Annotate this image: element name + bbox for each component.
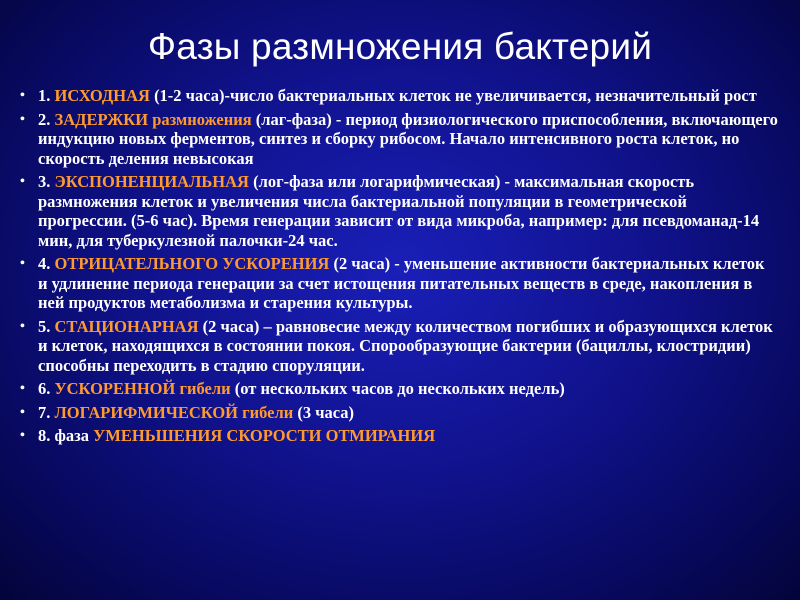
item-description: (лог-фаза или логарифмическая) - максимальная скорость размножения клеток и увеличения числа бактериальной популяции в геометрической прогрессии. (5-6 час). Время генерации зависит от вида микроба, например: для псевдоманад-14 мин, для туберкулезной палочки-24 час. — [38, 172, 760, 250]
phase-name: УМЕНЬШЕНИЯ СКОРОСТИ ОТМИРАНИЯ — [93, 426, 436, 445]
item-prefix: 3. — [38, 172, 55, 191]
bullet-icon: • — [20, 256, 25, 271]
item-prefix: 5. — [38, 316, 55, 336]
bullet-icon: • — [20, 174, 25, 189]
phase-name: ИСХОДНАЯ — [54, 86, 150, 105]
phase-name: ОТРИЦАТЕЛЬНОГО УСКОРЕНИЯ — [54, 254, 330, 273]
phase-name: ЛОГАРИФМИЧЕСКОЙ гибели — [54, 402, 294, 422]
bullet-icon: • — [20, 318, 25, 334]
slide-title: Фазы размножения бактерий — [147, 26, 653, 67]
item-prefix: 8. фаза — [38, 426, 94, 445]
phase-name: ЗАДЕРЖКИ размножения — [54, 109, 252, 129]
item-prefix: 7. — [38, 402, 55, 422]
item-prefix: 1. — [38, 86, 55, 105]
item-prefix: 2. — [38, 109, 55, 129]
phase-name: СТАЦИОНАРНАЯ — [54, 316, 199, 336]
list-item-phase-2 — [18, 110, 778, 169]
item-description: (2 часа) – равновесие между количеством погибших и образующихся клеток и клеток, находящихся в состоянии покоя. Спорообразующие бактерии (бациллы, клостридии) способны переходить в стадию споруляции. — [38, 316, 773, 375]
item-description: (лаг-фаза) - период физиологического приспособления, включающего индукцию новых ферментов, синтез и сборку рибосом. Начало интенсивного роста клеток, но скорость деления невысокая — [38, 109, 778, 168]
list-item-phase-3 — [18, 172, 778, 250]
item-description: (от нескольких часов до нескольких недель) — [230, 379, 565, 398]
item-description: (1-2 часа)-число бактериальных клеток не увеличивается, незначительный рост — [149, 86, 757, 105]
list-item-phase-7 — [18, 403, 778, 423]
bullet-icon: • — [20, 404, 25, 420]
phase-name: УСКОРЕННОЙ гибели — [54, 379, 231, 398]
list-item-phase-6 — [18, 379, 778, 399]
item-description: (3 часа) — [293, 402, 355, 422]
bullet-icon: • — [20, 428, 25, 443]
bullet-icon: • — [20, 88, 25, 103]
item-prefix: 4. — [38, 254, 55, 273]
phase-name: ЭКСПОНЕНЦИАЛЬНАЯ — [54, 172, 249, 191]
phase-list — [18, 86, 778, 450]
list-item-phase-5 — [18, 317, 778, 376]
bullet-icon: • — [20, 111, 25, 127]
list-item-phase-4 — [18, 254, 778, 313]
list-item-phase-1 — [18, 86, 778, 106]
item-prefix: 6. — [38, 379, 55, 398]
bullet-icon: • — [20, 381, 25, 396]
list-item-phase-8 — [18, 426, 778, 446]
item-description: (2 часа) - уменьшение активности бактериальных клеток и удлинение периода генерации за счет истощения питательных веществ в среде, накопления в ней продуктов метаболизма и старения культуры. — [38, 254, 765, 312]
